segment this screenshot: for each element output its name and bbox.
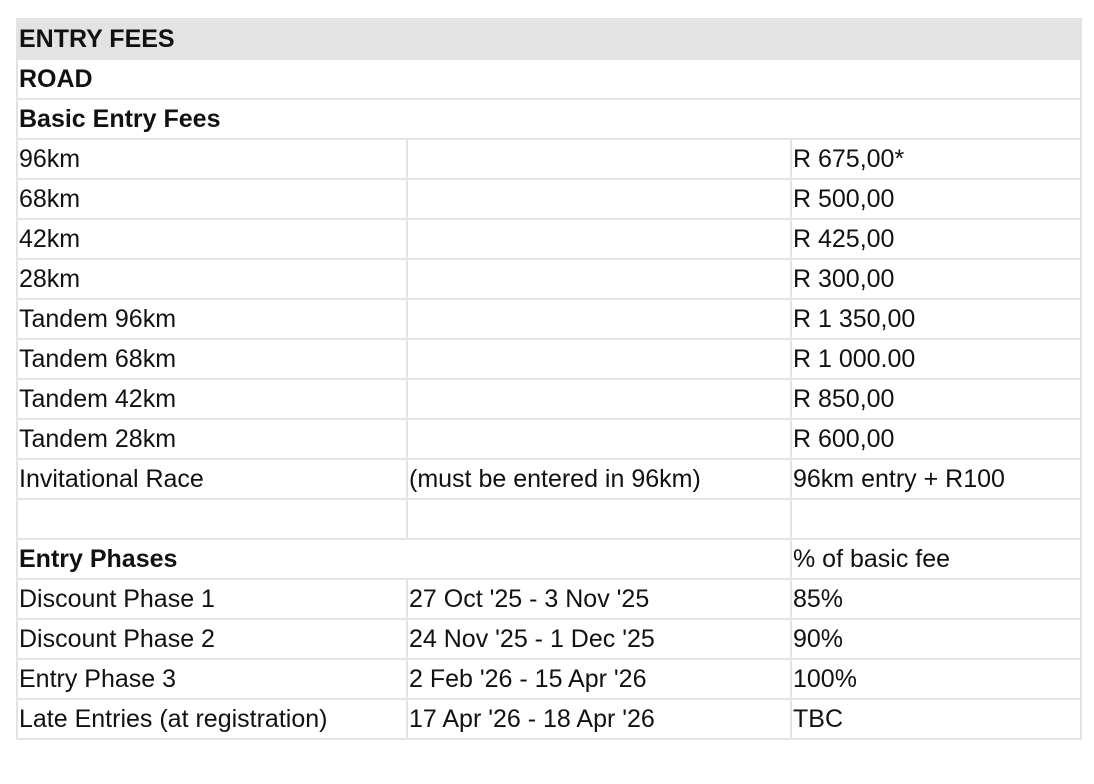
phases-heading: Entry Phases — [17, 539, 791, 579]
fee-distance: Tandem 96km — [17, 299, 407, 339]
phase-row — [17, 619, 1081, 659]
fee-price: 96km entry + R100 — [791, 459, 1081, 499]
title-row — [17, 19, 1081, 59]
phases-heading-row — [17, 539, 1081, 579]
phase-dates: 27 Oct '25 - 3 Nov '25 — [407, 579, 791, 619]
fee-row — [17, 219, 1081, 259]
fee-note — [407, 179, 791, 219]
phase-name: Discount Phase 2 — [17, 619, 407, 659]
fee-row — [17, 179, 1081, 219]
fee-distance: Invitational Race — [17, 459, 407, 499]
phase-percent: 90% — [791, 619, 1081, 659]
phase-percent: 100% — [791, 659, 1081, 699]
basic-fees-heading-row — [17, 99, 1081, 139]
fee-distance: 96km — [17, 139, 407, 179]
fee-distance: Tandem 42km — [17, 379, 407, 419]
empty-cell — [407, 499, 791, 539]
phase-percent: TBC — [791, 699, 1081, 739]
phase-dates: 24 Nov '25 - 1 Dec '25 — [407, 619, 791, 659]
fee-distance: Tandem 28km — [17, 419, 407, 459]
fee-note — [407, 219, 791, 259]
empty-row — [17, 499, 1081, 539]
table-title: ENTRY FEES — [17, 19, 1081, 59]
fee-row — [17, 419, 1081, 459]
section-row — [17, 59, 1081, 99]
fee-row — [17, 299, 1081, 339]
fee-price: R 425,00 — [791, 219, 1081, 259]
phase-dates: 2 Feb '26 - 15 Apr '26 — [407, 659, 791, 699]
fee-distance: Tandem 68km — [17, 339, 407, 379]
section-heading-road: ROAD — [17, 59, 1081, 99]
phase-name: Discount Phase 1 — [17, 579, 407, 619]
fee-price: R 500,00 — [791, 179, 1081, 219]
fee-row — [17, 379, 1081, 419]
fee-row — [17, 339, 1081, 379]
fee-row — [17, 259, 1081, 299]
fee-distance: 28km — [17, 259, 407, 299]
phase-row — [17, 579, 1081, 619]
phases-percent-header: % of basic fee — [791, 539, 1081, 579]
fee-price: R 850,00 — [791, 379, 1081, 419]
phase-name: Entry Phase 3 — [17, 659, 407, 699]
fee-price: R 600,00 — [791, 419, 1081, 459]
phase-row — [17, 659, 1081, 699]
fee-note — [407, 339, 791, 379]
fee-note: (must be entered in 96km) — [407, 459, 791, 499]
empty-cell — [791, 499, 1081, 539]
fee-price: R 1 350,00 — [791, 299, 1081, 339]
phase-name: Late Entries (at registration) — [17, 699, 407, 739]
entry-fees-table — [16, 18, 1082, 740]
fee-note — [407, 299, 791, 339]
fee-distance: 42km — [17, 219, 407, 259]
fee-price: R 675,00* — [791, 139, 1081, 179]
fee-note — [407, 259, 791, 299]
phase-dates: 17 Apr '26 - 18 Apr '26 — [407, 699, 791, 739]
fee-note — [407, 139, 791, 179]
fee-row — [17, 459, 1081, 499]
empty-cell — [17, 499, 407, 539]
fee-row — [17, 139, 1081, 179]
fee-note — [407, 419, 791, 459]
fee-note — [407, 379, 791, 419]
phase-percent: 85% — [791, 579, 1081, 619]
phase-row — [17, 699, 1081, 739]
basic-fees-heading: Basic Entry Fees — [17, 99, 1081, 139]
fee-distance: 68km — [17, 179, 407, 219]
fee-price: R 1 000.00 — [791, 339, 1081, 379]
fee-price: R 300,00 — [791, 259, 1081, 299]
